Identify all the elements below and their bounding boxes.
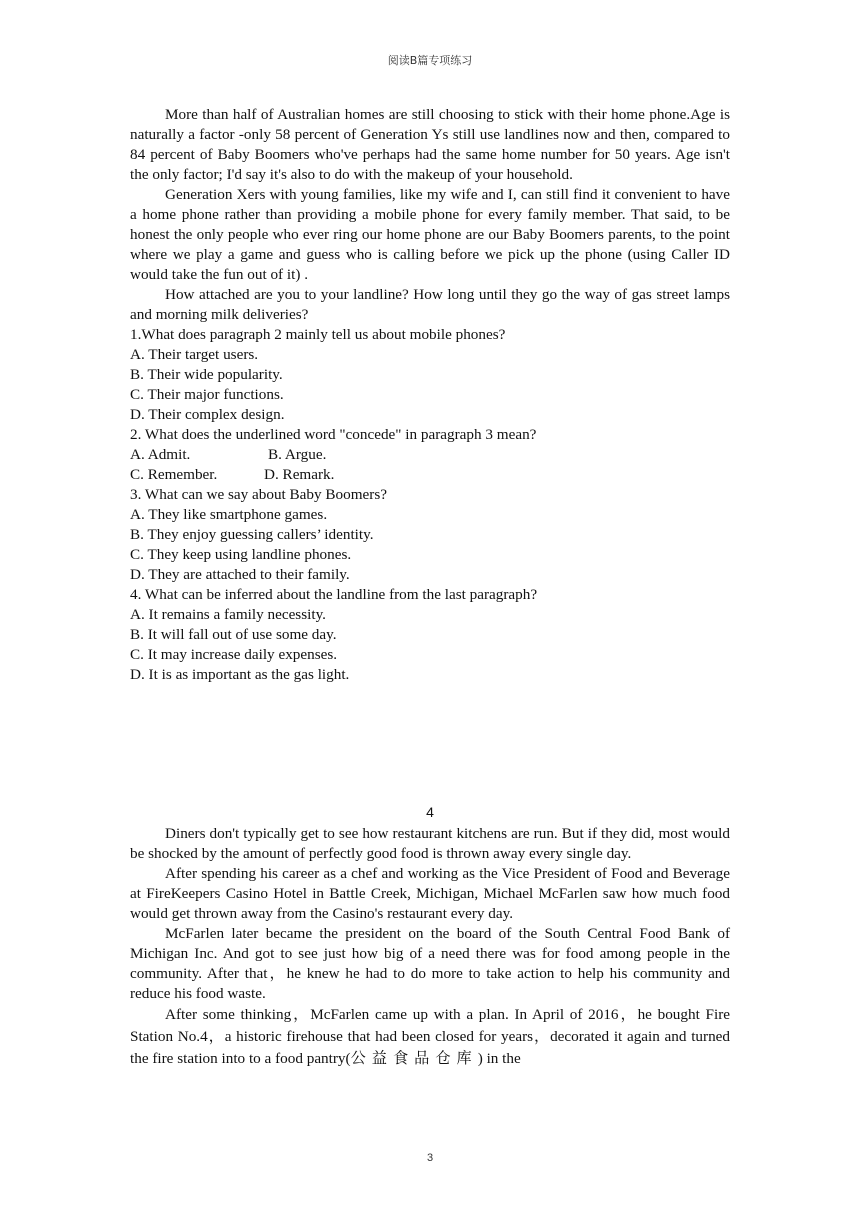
passage-a-paragraph-1: More than half of Australian homes are still choosing to stick with their home phone.Age is naturally a factor -only 58 percent of Generation Ys still use landlines now and then, compared to 84 percent of Baby Boomers who've perhaps had the same home number for 50 years. Age isn't the only factor; I'd say it's also to do with the makeup of your household. bbox=[130, 106, 730, 183]
page-number: 3 bbox=[426, 1152, 434, 1164]
question-2-option-d: D. Remark. bbox=[264, 466, 335, 483]
question-3-option-d: D. They are attached to their family. bbox=[130, 566, 350, 583]
passage-number: 4 bbox=[426, 804, 434, 820]
passage-b-paragraph-4-tail: ) in the bbox=[477, 1050, 521, 1067]
question-2-options-row-1 bbox=[130, 445, 730, 465]
question-2-options-row-2 bbox=[130, 465, 730, 485]
question-4-option-a: A. It remains a family necessity. bbox=[130, 606, 326, 623]
passage-b-paragraph-2: After spending his career as a chef and working as the Vice President of Food and Beverage at FireKeepers Casino Hotel in Battle Creek, Michigan, Michael McFarlen saw how much food would get thrown away from the Casino's restaurant every day. bbox=[130, 865, 730, 922]
passage-a bbox=[130, 105, 730, 685]
page-header: 阅读B篇专项练习 bbox=[387, 54, 473, 67]
passage-a-paragraph-2: Generation Xers with young families, like my wife and I, can still find it convenient to have a home phone rather than providing a mobile phone for every family member. That said, to be honest the only people who ever ring our home phone are our Baby Boomers parents, to the point where we play a game and guess who is calling before we pick up the phone (using Caller ID would take the fun out of it) . bbox=[130, 186, 730, 283]
passage-b-paragraph-4 bbox=[130, 1004, 730, 1070]
passage-b-paragraph-4-text: After some thinking，McFarlen came up with a plan. In April of 2016，he bought Fire Station No.4，a historic firehouse that had been closed for years，decorated it again and turned the fire station into to a food pantry( bbox=[130, 1006, 730, 1067]
question-1-option-d: D. Their complex design. bbox=[130, 406, 285, 423]
question-2-option-a: A. Admit. bbox=[130, 446, 191, 463]
question-2-stem: 2. What does the underlined word "concede" in paragraph 3 mean? bbox=[130, 426, 537, 443]
question-3-option-a: A. They like smartphone games. bbox=[130, 506, 328, 523]
question-4-option-b: B. It will fall out of use some day. bbox=[130, 626, 337, 643]
question-1-option-c: C. Their major functions. bbox=[130, 386, 284, 403]
question-4-option-c: C. It may increase daily expenses. bbox=[130, 646, 338, 663]
passage-b-paragraph-3: McFarlen later became the president on the board of the South Central Food Bank of Michigan Inc. And got to see just how big of a need there was for food among people in the community. After that，he knew he had to do more to take action to help his community and reduce his food waste. bbox=[130, 925, 730, 1002]
question-4-option-d: D. It is as important as the gas light. bbox=[130, 666, 350, 683]
question-2-option-b: B. Argue. bbox=[268, 446, 327, 463]
question-3-option-c: C. They keep using landline phones. bbox=[130, 546, 352, 563]
passage-b bbox=[130, 802, 730, 1070]
question-4-stem: 4. What can be inferred about the landline from the last paragraph? bbox=[130, 586, 538, 603]
chinese-gloss: 公益食品仓库 bbox=[350, 1050, 478, 1067]
question-1-stem: 1.What does paragraph 2 mainly tell us about mobile phones? bbox=[130, 326, 506, 343]
question-3-option-b: B. They enjoy guessing callers’ identity. bbox=[130, 526, 374, 543]
question-1-option-a: A. Their target users. bbox=[130, 346, 259, 363]
question-2-option-c: C. Remember. bbox=[130, 466, 218, 483]
question-1-option-b: B. Their wide popularity. bbox=[130, 366, 283, 383]
passage-a-paragraph-3: How attached are you to your landline? How long until they go the way of gas street lamps and morning milk deliveries? bbox=[130, 286, 730, 323]
passage-b-paragraph-1: Diners don't typically get to see how restaurant kitchens are run. But if they did, most would be shocked by the amount of perfectly good food is thrown away every single day. bbox=[130, 825, 730, 862]
question-3-stem: 3. What can we say about Baby Boomers? bbox=[130, 486, 387, 503]
